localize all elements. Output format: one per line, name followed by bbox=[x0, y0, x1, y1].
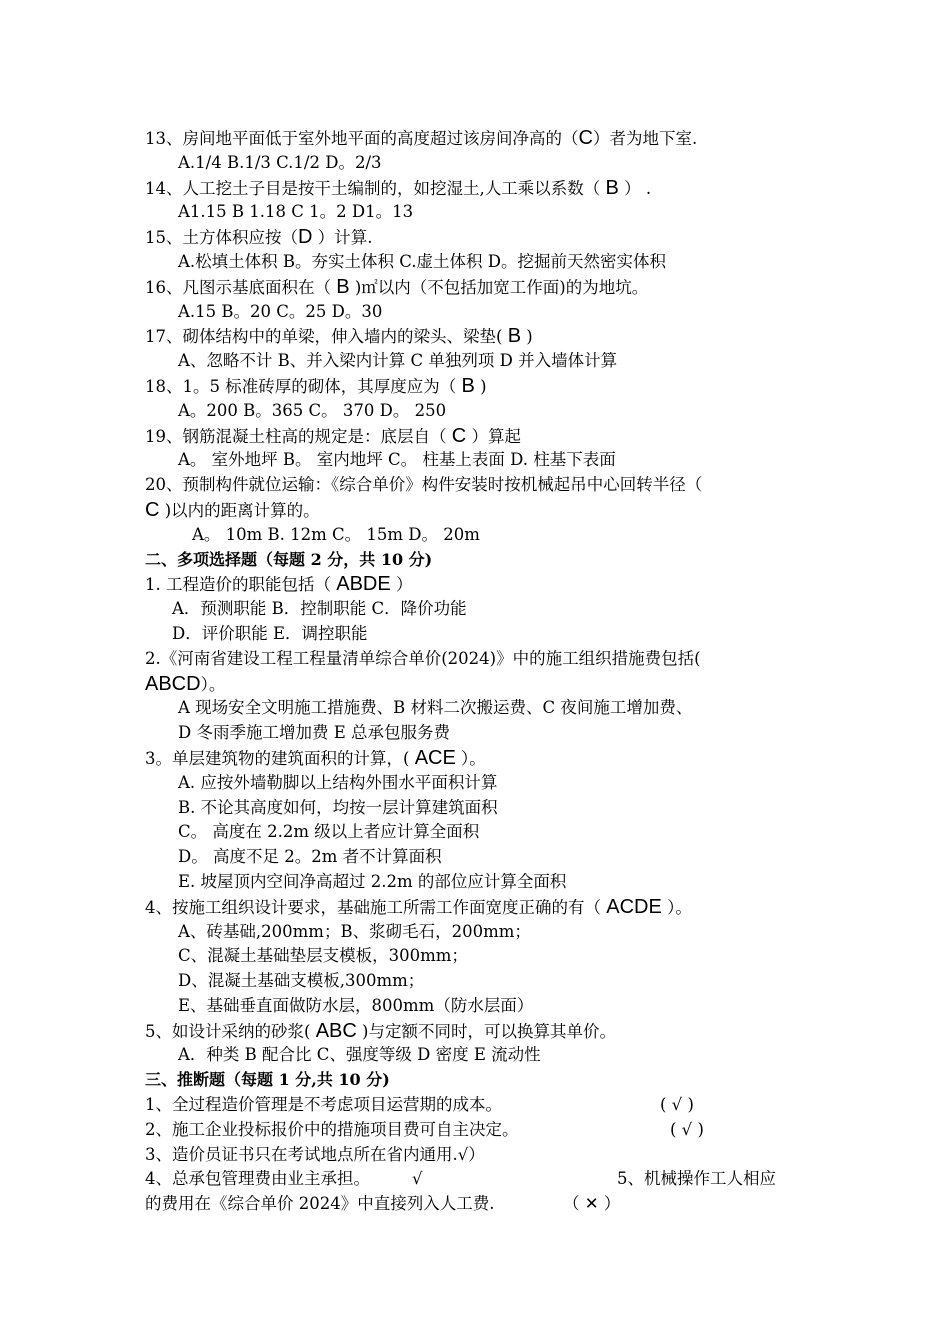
answer: C bbox=[145, 498, 160, 521]
answer: ACE bbox=[414, 746, 456, 769]
document-page bbox=[0, 126, 950, 1217]
question-text: ) bbox=[474, 376, 487, 396]
mc-option: E. 坡屋顶内空间净高超过 2.2m 的部位应计算全面积 bbox=[178, 871, 567, 891]
question-13 bbox=[0, 126, 950, 151]
question-options: A.1/4 B.1/3 C.1/2 D。2/3 bbox=[178, 152, 382, 172]
answer: C bbox=[451, 424, 467, 447]
judge-mark: √ bbox=[412, 1169, 423, 1189]
answer: D bbox=[298, 226, 313, 249]
judge-mark: ( √ ) bbox=[660, 1095, 694, 1115]
judge-mark: √） bbox=[457, 1144, 485, 1164]
judge-item bbox=[0, 1192, 950, 1217]
question-15 bbox=[0, 225, 950, 250]
judge-mark: （ ✕ ） bbox=[563, 1194, 621, 1214]
judge-item bbox=[0, 1118, 950, 1143]
question-text: 18、1。5 标准砖厚的砌体，其厚度应为（ bbox=[145, 376, 462, 396]
question-text: ）。 bbox=[455, 748, 486, 768]
mc-options: A．预测职能 B．控制职能 C．降价功能 bbox=[172, 599, 467, 619]
question-options: A、忽略不计 B、并入梁内计算 C 单独列项 D 并入墙体计算 bbox=[178, 351, 618, 371]
answer: ABCD bbox=[145, 672, 201, 695]
judge-text: 4、总承包管理费由业主承担。 bbox=[145, 1169, 370, 1189]
question-text: 17、砌体结构中的单梁，伸入墙内的梁头、梁垫( bbox=[145, 327, 508, 347]
question-text: 3。单层建筑物的建筑面积的计算，( bbox=[145, 748, 415, 768]
judge-text: 2、施工企业投标报价中的措施项目费可自主决定。 bbox=[145, 1119, 519, 1139]
question-text: ） . bbox=[618, 178, 652, 198]
judge-item bbox=[0, 1143, 950, 1168]
mc-question-3 bbox=[0, 746, 950, 771]
mc-option: A．种类 B 配合比 C、强度等级 D 密度 E 流动性 bbox=[178, 1045, 541, 1065]
mc-option: A、砖基础,200mm；B、浆砌毛石，200mm； bbox=[178, 921, 531, 941]
question-text: 15、土方体积应按（ bbox=[145, 228, 298, 248]
question-options: A1.15 B 1.18 C 1。2 D1。13 bbox=[178, 202, 414, 222]
question-text: 14、人工挖土子目是按干土编制的，如挖湿土,人工乘以系数（ bbox=[145, 178, 606, 198]
mc-options-group bbox=[0, 771, 950, 895]
mc-option: C、混凝土基础垫层支模板，300mm； bbox=[178, 946, 468, 966]
mc-option: D、混凝土基础支模板,300mm； bbox=[178, 971, 425, 991]
question-options: A。 室外地坪 B。 室内地坪 C。 柱基上表面 D. 柱基下表面 bbox=[178, 450, 616, 470]
question-20-cont bbox=[0, 498, 950, 523]
mc-options-group bbox=[0, 920, 950, 1019]
mc-options: A 现场安全文明施工措施费、B 材料二次搬运费、C 夜间施工增加费、 bbox=[178, 698, 693, 718]
question-text: ) bbox=[521, 327, 533, 347]
question-text: )㎡以内（不包括加宽工作面)的为地坑。 bbox=[349, 277, 649, 297]
judge-item bbox=[0, 1167, 950, 1192]
question-19 bbox=[0, 424, 950, 449]
question-20-options: A。 10m B. 12m C。 15m D。 20m bbox=[192, 524, 480, 544]
question-16 bbox=[0, 275, 950, 300]
question-options: A.15 B。20 C。25 D。30 bbox=[178, 301, 383, 321]
question-18 bbox=[0, 374, 950, 399]
question-20 bbox=[0, 473, 950, 498]
mc-option: C。 高度在 2.2m 级以上者应计算全面积 bbox=[178, 822, 480, 842]
mc-option: B. 不论其高度如何，均按一层计算建筑面积 bbox=[178, 797, 498, 817]
question-text: 4、按施工组织设计要求，基础施工所需工作面宽度正确的有（ bbox=[145, 897, 607, 917]
single-choice-section bbox=[0, 126, 950, 473]
question-text: ）计算. bbox=[312, 228, 373, 248]
mc-question-4 bbox=[0, 895, 950, 920]
question-text: ）算起 bbox=[466, 426, 521, 446]
mc-question-2: 2.《河南省建设工程工程量清单综合单价(2024)》中的施工组织措施费包括( bbox=[145, 648, 701, 668]
answer: B bbox=[605, 176, 619, 199]
judge-text: 5、机械操作工人相应 bbox=[617, 1169, 776, 1189]
judge-item bbox=[0, 1093, 950, 1118]
question-text: 5、如设计采纳的砂浆( bbox=[145, 1021, 316, 1041]
answer: C bbox=[578, 127, 593, 149]
question-text: ） bbox=[390, 575, 413, 595]
mc-options: D 冬雨季施工增加费 E 总承包服务费 bbox=[178, 723, 451, 743]
question-text: 1. 工程造价的职能包括（ bbox=[145, 575, 337, 595]
mc-option: E、基础垂直面做防水层，800mm（防水层面） bbox=[178, 995, 534, 1015]
mc-question-2-cont bbox=[0, 672, 950, 697]
question-options: A.松填土体积 B。夯实土体积 C.虚土体积 D。挖掘前天然密实体积 bbox=[178, 251, 667, 271]
question-text: 13、房间地平面低于室外地平面的高度超过该房间净高的（ bbox=[145, 129, 579, 148]
section-heading: 三、推断题（每题 1 分,共 10 分) bbox=[145, 1070, 390, 1090]
question-text: 19、钢筋混凝土柱高的规定是：底层自（ bbox=[145, 426, 452, 446]
judge-text: 1、全过程造价管理是不考虑项目运营期的成本。 bbox=[145, 1095, 502, 1115]
section-heading: 二、多项选择题（每题 2 分，共 10 分) bbox=[145, 549, 433, 569]
judge-mark: ( √ ) bbox=[670, 1119, 704, 1139]
question-text: ）。 bbox=[200, 674, 226, 694]
question-14 bbox=[0, 176, 950, 201]
question-text: )与定额不同时，可以换算其单价。 bbox=[356, 1021, 616, 1041]
mc-options: D．评价职能 E．调控职能 bbox=[172, 623, 368, 643]
question-text: 16、凡图示基底面积在（ bbox=[145, 277, 337, 297]
judge-text: 3、造价员证书只在考试地点所在省内通用. bbox=[145, 1144, 458, 1164]
answer: B bbox=[507, 325, 522, 348]
answer: B bbox=[336, 275, 350, 298]
question-text: )以内的距离计算的。 bbox=[159, 500, 320, 520]
answer: B bbox=[461, 374, 475, 397]
question-options: A。200 B。365 C。 370 D。 250 bbox=[178, 400, 447, 420]
answer: ACDE bbox=[606, 895, 662, 918]
question-text: ）者为地下室. bbox=[592, 129, 698, 148]
mc-option: D。 高度不足 2。2m 者不计算面积 bbox=[178, 847, 442, 867]
mc-question-5 bbox=[0, 1019, 950, 1044]
answer: ABDE bbox=[336, 573, 391, 596]
mc-question-1 bbox=[0, 572, 950, 597]
question-text: 20、预制构件就位运输：《综合单价》构件安装时按机械起吊中心回转半径（ bbox=[145, 475, 703, 495]
question-text: ）。 bbox=[661, 897, 692, 917]
judge-text: 的费用在《综合单价 2024》中直接列入人工费. bbox=[145, 1194, 495, 1214]
question-17 bbox=[0, 324, 950, 349]
mc-option: A. 应按外墙勒脚以上结构外围水平面积计算 bbox=[178, 772, 498, 792]
answer: ABC bbox=[315, 1019, 357, 1042]
mc-options-group bbox=[0, 1043, 950, 1068]
